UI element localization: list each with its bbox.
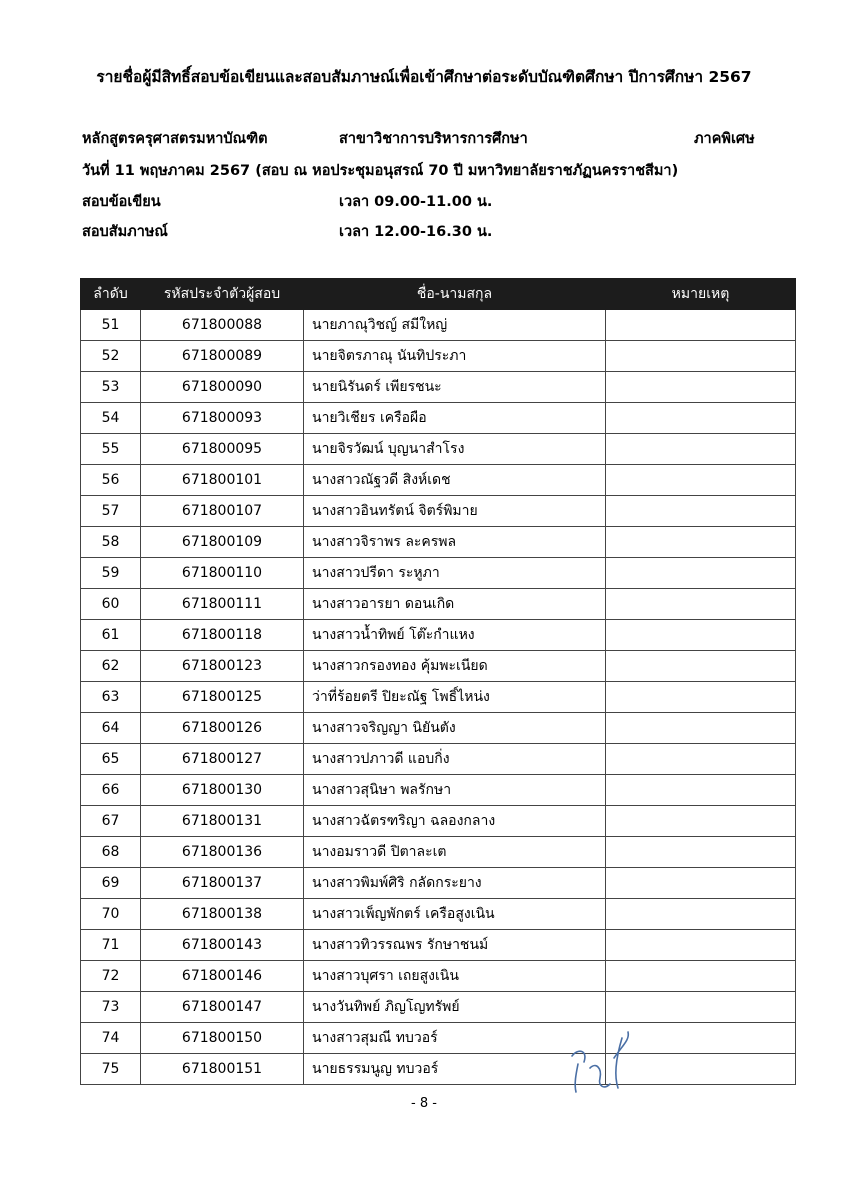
table-row	[81, 744, 796, 775]
page-number: - 8 -	[411, 1096, 437, 1111]
row-exam-id: 671800147	[141, 992, 304, 1023]
row-full-name: นางสาวฉัตรฑริญา ฉลองกลาง	[304, 806, 606, 837]
row-full-name: นางสาวกรองทอง คุ้มพะเนียด	[304, 651, 606, 682]
row-exam-id: 671800088	[141, 310, 304, 341]
row-order: 58	[81, 527, 141, 558]
row-remark	[606, 744, 796, 775]
interview-time: เวลา 12.00-16.30 น.	[339, 224, 493, 240]
row-remark	[606, 961, 796, 992]
row-remark	[606, 496, 796, 527]
row-remark	[606, 992, 796, 1023]
row-order: 66	[81, 775, 141, 806]
row-exam-id: 671800131	[141, 806, 304, 837]
row-full-name: นางสาวสุมณี ทบวอร์	[304, 1023, 606, 1054]
table-row	[81, 527, 796, 558]
row-order: 74	[81, 1023, 141, 1054]
row-order: 73	[81, 992, 141, 1023]
table-row	[81, 930, 796, 961]
row-full-name: นางสาวณัฐวดี สิงห์เดช	[304, 465, 606, 496]
row-full-name: นางสาวทิวรรณพร รักษาชนม์	[304, 930, 606, 961]
row-order: 59	[81, 558, 141, 589]
table-row	[81, 558, 796, 589]
row-exam-id: 671800107	[141, 496, 304, 527]
row-full-name: นายวิเชียร เครือผือ	[304, 403, 606, 434]
row-full-name: นางสาวปภาวดี แอบกิ่ง	[304, 744, 606, 775]
header-order: ลำดับ	[81, 279, 141, 310]
row-remark	[606, 403, 796, 434]
row-order: 65	[81, 744, 141, 775]
exam-date-line: วันที่ 11 พฤษภาคม 2567 (สอบ ณ หอประชุมอนุสรณ์ 70 ปี มหาวิทยาลัยราชภัฏนครราชสีมา)	[82, 163, 679, 179]
table-row	[81, 775, 796, 806]
table-row	[81, 1054, 796, 1085]
row-remark	[606, 341, 796, 372]
row-order: 69	[81, 868, 141, 899]
table-row	[81, 465, 796, 496]
row-full-name: นางอมราวดี ปิตาละเต	[304, 837, 606, 868]
table-row	[81, 713, 796, 744]
row-full-name: นางสาวปรีดา ระหูภา	[304, 558, 606, 589]
row-remark	[606, 465, 796, 496]
header-exam-id: รหัสประจำตัวผู้สอบ	[141, 279, 304, 310]
row-remark	[606, 930, 796, 961]
table-row	[81, 1023, 796, 1054]
row-remark	[606, 837, 796, 868]
signature-stroke	[572, 1032, 628, 1092]
candidate-table	[80, 278, 796, 1085]
row-remark	[606, 651, 796, 682]
row-order: 72	[81, 961, 141, 992]
row-full-name: นางสาวจิราพร ละครพล	[304, 527, 606, 558]
table-row	[81, 899, 796, 930]
row-full-name: นายนิรันดร์ เพียรชนะ	[304, 372, 606, 403]
signature-image	[560, 1028, 640, 1098]
row-exam-id: 671800137	[141, 868, 304, 899]
row-remark	[606, 620, 796, 651]
row-order: 54	[81, 403, 141, 434]
row-exam-id: 671800138	[141, 899, 304, 930]
row-remark	[606, 775, 796, 806]
table-row	[81, 434, 796, 465]
row-exam-id: 671800127	[141, 744, 304, 775]
row-order: 52	[81, 341, 141, 372]
row-exam-id: 671800151	[141, 1054, 304, 1085]
table-row	[81, 682, 796, 713]
row-exam-id: 671800090	[141, 372, 304, 403]
row-order: 67	[81, 806, 141, 837]
row-full-name: นางสาวจริญญา นิยันตัง	[304, 713, 606, 744]
row-order: 55	[81, 434, 141, 465]
row-full-name: นางสาวสุนิษา พลรักษา	[304, 775, 606, 806]
row-remark	[606, 434, 796, 465]
row-exam-id: 671800118	[141, 620, 304, 651]
table-row	[81, 341, 796, 372]
row-remark	[606, 899, 796, 930]
row-exam-id: 671800150	[141, 1023, 304, 1054]
row-full-name: ว่าที่ร้อยตรี ปิยะณัฐ โพธิ์ไหน่ง	[304, 682, 606, 713]
row-exam-id: 671800130	[141, 775, 304, 806]
row-remark	[606, 682, 796, 713]
page-title: รายชื่อผู้มีสิทธิ์สอบข้อเขียนและสอบสัมภาษณ์เพื่อเข้าศึกษาต่อระดับบัณฑิตศึกษา ปีการศึกษา 2567	[96, 68, 752, 86]
row-exam-id: 671800095	[141, 434, 304, 465]
row-full-name: นางสาวอินทรัตน์ จิตร์พิมาย	[304, 496, 606, 527]
header-remark: หมายเหตุ	[606, 279, 796, 310]
row-remark	[606, 713, 796, 744]
table-row	[81, 651, 796, 682]
written-exam-time: เวลา 09.00-11.00 น.	[339, 194, 493, 210]
row-exam-id: 671800126	[141, 713, 304, 744]
session-type: ภาคพิเศษ	[694, 131, 755, 147]
row-remark	[606, 589, 796, 620]
table-row	[81, 310, 796, 341]
table-row	[81, 589, 796, 620]
row-full-name: นายธรรมนูญ ทบวอร์	[304, 1054, 606, 1085]
major-name: สาขาวิชาการบริหารการศึกษา	[339, 131, 528, 147]
row-remark	[606, 868, 796, 899]
row-full-name: นางสาวเพ็ญพักตร์ เครือสูงเนิน	[304, 899, 606, 930]
row-remark	[606, 806, 796, 837]
row-full-name: นางสาวอารยา ดอนเกิด	[304, 589, 606, 620]
table-row	[81, 837, 796, 868]
table-row	[81, 620, 796, 651]
table-row	[81, 992, 796, 1023]
table-header-row	[81, 279, 796, 310]
row-order: 75	[81, 1054, 141, 1085]
row-remark	[606, 310, 796, 341]
row-exam-id: 671800111	[141, 589, 304, 620]
row-full-name: นางสาวบุศรา เถยสูงเนิน	[304, 961, 606, 992]
row-exam-id: 671800101	[141, 465, 304, 496]
table-row	[81, 496, 796, 527]
row-exam-id: 671800109	[141, 527, 304, 558]
row-order: 71	[81, 930, 141, 961]
written-exam-label: สอบข้อเขียน	[82, 194, 161, 210]
row-remark	[606, 558, 796, 589]
row-order: 70	[81, 899, 141, 930]
row-exam-id: 671800123	[141, 651, 304, 682]
table-row	[81, 372, 796, 403]
row-order: 51	[81, 310, 141, 341]
row-exam-id: 671800093	[141, 403, 304, 434]
row-order: 60	[81, 589, 141, 620]
table-row	[81, 403, 796, 434]
interview-label: สอบสัมภาษณ์	[82, 224, 168, 240]
row-full-name: นายภาณุวิชญ์ สมีใหญ่	[304, 310, 606, 341]
row-order: 56	[81, 465, 141, 496]
table-row	[81, 806, 796, 837]
row-order: 64	[81, 713, 141, 744]
row-remark	[606, 527, 796, 558]
row-full-name: นายจิรวัฒน์ บุญนาสำโรง	[304, 434, 606, 465]
table-row	[81, 868, 796, 899]
row-full-name: นายจิตรภาณุ นันทิประภา	[304, 341, 606, 372]
row-exam-id: 671800136	[141, 837, 304, 868]
row-order: 57	[81, 496, 141, 527]
row-exam-id: 671800089	[141, 341, 304, 372]
row-remark	[606, 372, 796, 403]
header-full-name: ชื่อ-นามสกุล	[304, 279, 606, 310]
table-row	[81, 961, 796, 992]
row-order: 61	[81, 620, 141, 651]
row-exam-id: 671800146	[141, 961, 304, 992]
row-exam-id: 671800110	[141, 558, 304, 589]
row-order: 68	[81, 837, 141, 868]
row-full-name: นางสาวพิมพ์ศิริ กลัดกระยาง	[304, 868, 606, 899]
row-order: 53	[81, 372, 141, 403]
row-full-name: นางวันทิพย์ ภิญโญทรัพย์	[304, 992, 606, 1023]
row-full-name: นางสาวน้ำทิพย์ โต๊ะกำแหง	[304, 620, 606, 651]
row-order: 62	[81, 651, 141, 682]
row-exam-id: 671800143	[141, 930, 304, 961]
row-order: 63	[81, 682, 141, 713]
program-name: หลักสูตรครุศาสตรมหาบัณฑิต	[82, 131, 268, 147]
row-exam-id: 671800125	[141, 682, 304, 713]
